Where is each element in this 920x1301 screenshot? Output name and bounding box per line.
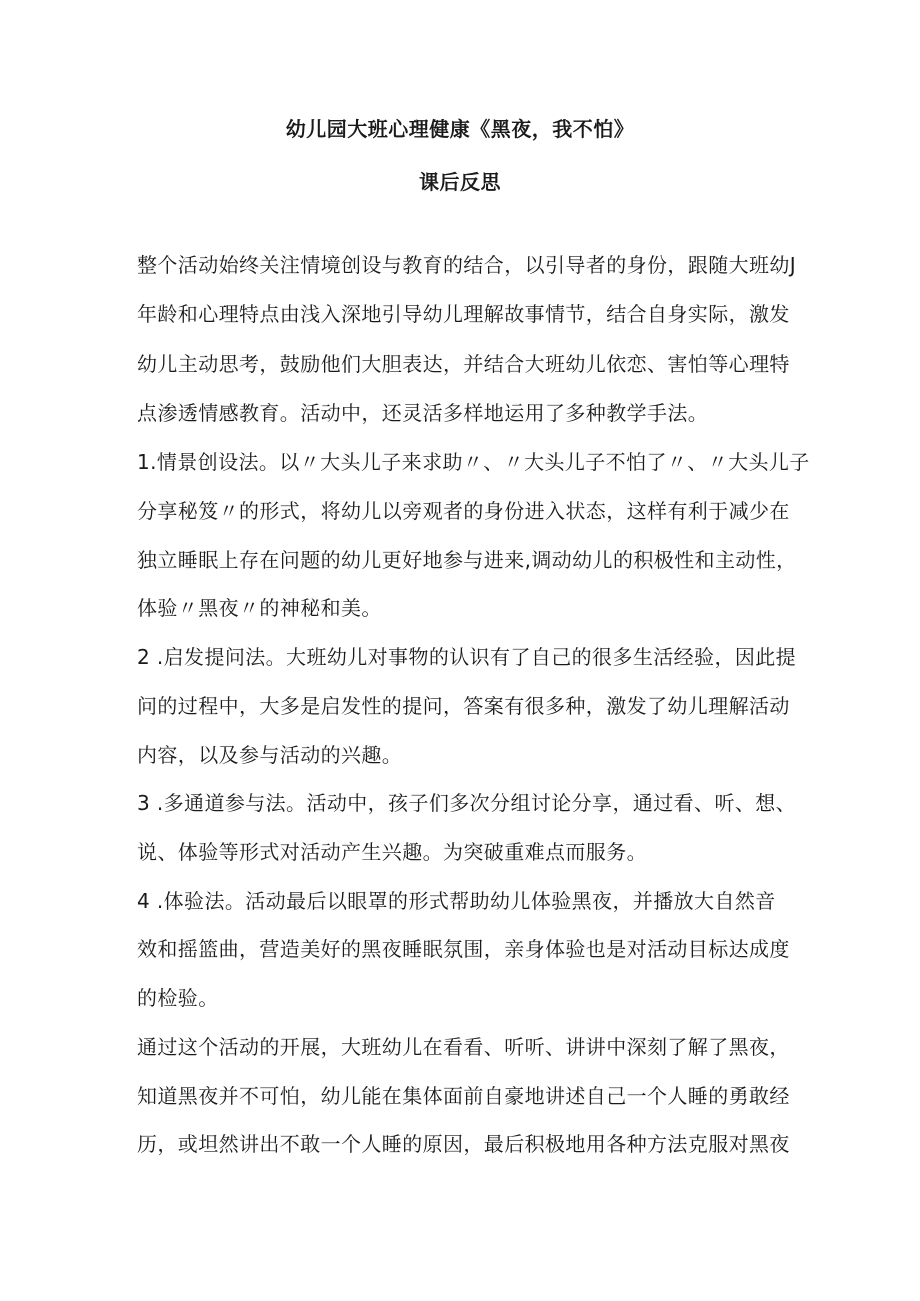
body-line: 通过这个活动的开展，大班幼儿在看看、听听、讲讲中深刻了解了黑夜，	[137, 1035, 790, 1059]
body-line: 分享秘笈〃的形式，将幼儿以旁观者的身份进入状态，这样有利于减少在	[137, 499, 790, 523]
body-line: 体验〃黑夜〃的神秘和美。	[137, 596, 382, 620]
body-line: 1.情景创设法。以〃大头儿子来求助〃、〃大头儿子不怕了〃、〃大头儿子	[137, 450, 810, 474]
body-line: 点渗透情感教育。活动中，还灵活多样地运用了多种教学手法。	[137, 401, 709, 425]
body-line: 的检验。	[137, 986, 219, 1010]
document-title: 幼儿园大班心理健康《黑夜，我不怕》	[285, 117, 635, 141]
body-line: 整个活动始终关注情境创设与教育的结合，以引导者的身份，跟随大班幼J	[137, 253, 797, 277]
body-line: 历，或坦然讲出不敢一个人睡的原因，最后积极地用各种方法克服对黑夜	[137, 1132, 790, 1156]
document-subtitle: 课后反思	[419, 170, 501, 194]
body-line: 年龄和心理特点由浅入深地引导幼儿理解故事情节，结合自身实际，激发	[137, 302, 790, 326]
body-line: 2 .启发提问法。大班幼儿对事物的认识有了自己的很多生活经验，因此提	[137, 645, 797, 669]
body-line: 3 .多通道参与法。活动中，孩子们多次分组讨论分享，通过看、听、想、	[137, 791, 797, 815]
body-line: 独立睡眠上存在问题的幼儿更好地参与进来,调动幼儿的积极性和主动性，	[137, 548, 797, 572]
body-line: 幼儿主动思考，鼓励他们大胆表达，并结合大班幼儿依恋、害怕等心理特	[137, 352, 790, 376]
body-line: 内容，以及参与活动的兴趣。	[137, 743, 403, 767]
body-line: 问的过程中，大多是启发性的提问，答案有很多种，激发了幼儿理解活动	[137, 694, 790, 718]
body-line: 说、体验等形式对活动产生兴趣。为突破重难点而服务。	[137, 840, 647, 864]
body-line: 知道黑夜并不可怕，幼儿能在集体面前自豪地讲述自己一个人睡的勇敢经	[137, 1084, 790, 1108]
body-line: 效和摇篮曲，营造美好的黑夜睡眠氛围，亲身体验也是对活动目标达成度	[137, 937, 790, 961]
body-line: 4 .体验法。活动最后以眼罩的形式帮助幼儿体验黑夜，并播放大自然音	[137, 889, 776, 913]
